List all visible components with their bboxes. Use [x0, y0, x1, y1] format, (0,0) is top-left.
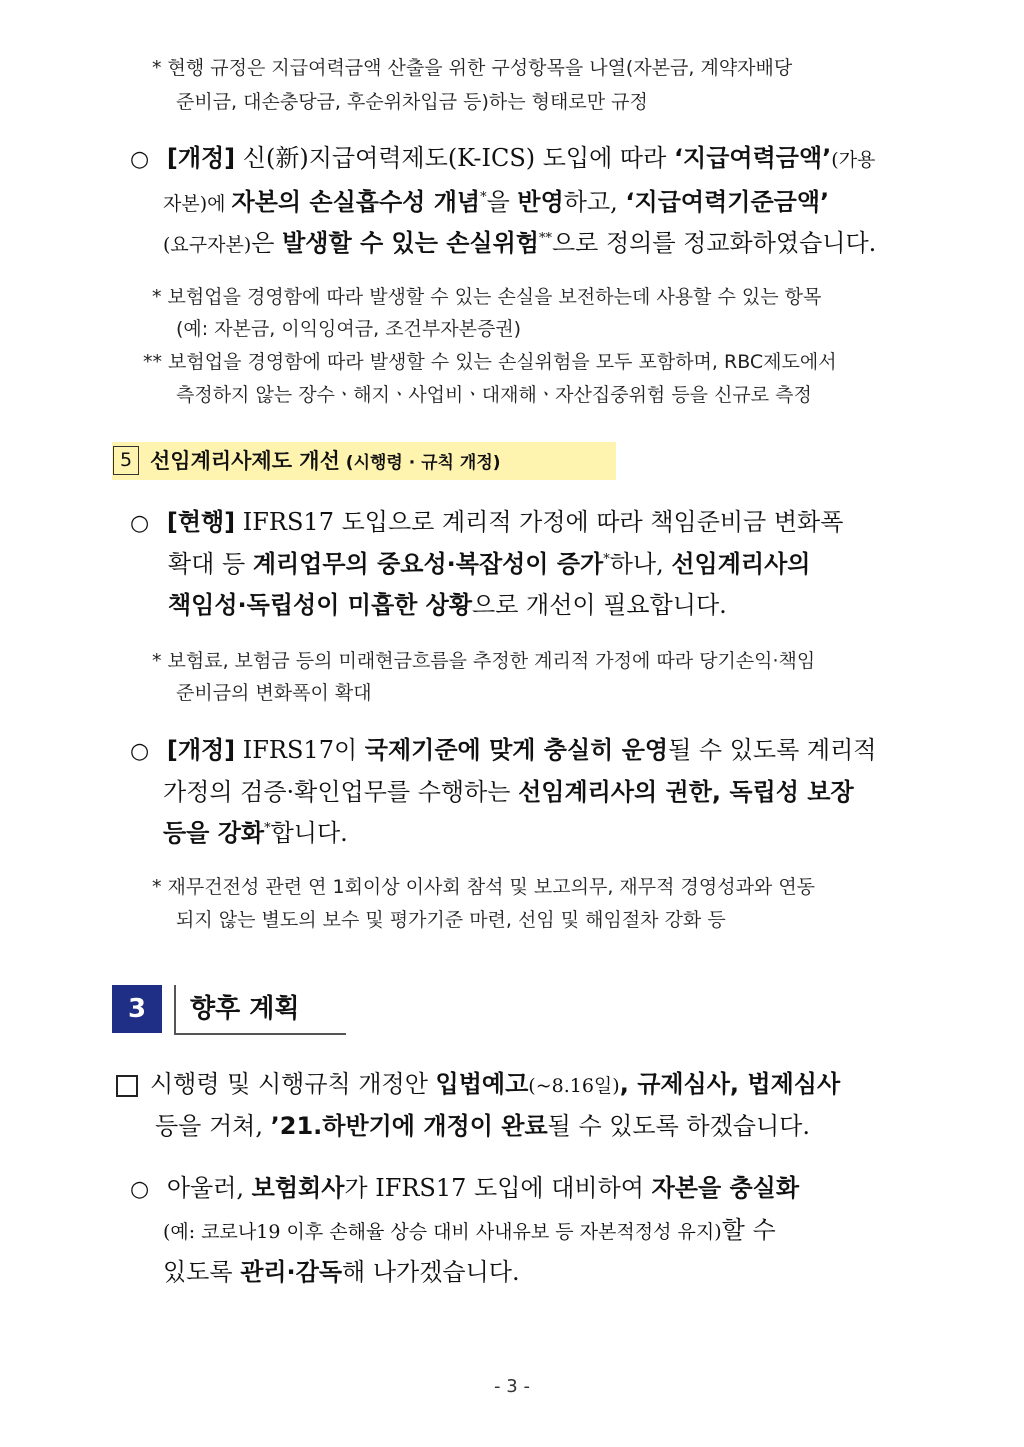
text: 등을 거쳐, — [155, 1112, 271, 1140]
section-heading — [150, 442, 501, 482]
emphasis: ‘지급여력기준금액’ — [625, 188, 830, 216]
footnote-mark: * — [480, 190, 487, 205]
footnote-mark: * — [264, 821, 271, 836]
text: 을 — [486, 188, 518, 216]
text: 시행령 및 시행규칙 개정안 — [150, 1070, 436, 1098]
emphasis: 발생할 수 있는 손실위험 — [282, 229, 539, 257]
text: 자본)에 — [163, 193, 232, 215]
text: (예: 코로나19 이후 손해율 상승 대비 사내유보 등 자본적정성 유지) — [163, 1221, 722, 1243]
section-number-badge: 3 — [112, 985, 162, 1033]
footnote-line: 측정하지 않는 장수ㆍ해지ㆍ사업비ㆍ대재해ㆍ자산집중위험 등을 신규로 측정 — [176, 384, 812, 406]
text: (K-ICS) 도입에 따라 — [447, 144, 674, 172]
emphasis: 선임계리사의 권한, 독립성 보장 — [518, 778, 854, 806]
emphasis: 자본을 충실화 — [651, 1174, 800, 1202]
emphasis: 자본의 손실흡수성 개념 — [231, 188, 481, 216]
text: 확대 등 — [168, 550, 253, 578]
paragraph-line — [163, 1209, 776, 1253]
page-number: - 3 - — [494, 1376, 530, 1397]
text: IFRS17 도입으로 계리적 가정에 따라 책임준비금 변화폭 — [235, 508, 844, 536]
footnote-line: (예: 자본금, 이익잉여금, 조건부자본증권) — [176, 318, 522, 340]
footnote-line: 되지 않는 별도의 보수 및 평가기준 마련, 선임 및 해임절차 강화 등 — [176, 909, 726, 931]
paragraph-line — [163, 771, 854, 813]
emphasis: 책임성·독립성이 미흡한 상황 — [168, 591, 473, 619]
paragraph-line — [130, 1167, 799, 1211]
text: 합니다. — [270, 819, 348, 847]
section-subtitle: (시행령 · 규칙 개정) — [339, 453, 501, 473]
emphasis: 계리업무의 중요성·복잡성이 증가 — [252, 550, 604, 578]
footnote-line: * 현행 규정은 지급여력금액 산출을 위한 구성항목을 나열(자본금, 계약자배당 — [152, 57, 793, 79]
footnote-line: * 재무건전성 관련 연 1회이상 이사회 참석 및 보고의무, 재무적 경영성과와 연동 — [152, 876, 816, 898]
footnote-mark: ** — [538, 231, 552, 246]
emphasis: 반영 — [517, 188, 564, 216]
text: 하고, — [563, 188, 626, 216]
text: 가 IFRS17 도입에 대비하여 — [344, 1174, 652, 1202]
text: 하나, — [609, 550, 672, 578]
text: 있도록 — [163, 1258, 241, 1286]
emphasis: 관리·감독 — [240, 1258, 343, 1286]
text: 아울러, — [166, 1174, 252, 1202]
section-title-box — [174, 985, 346, 1035]
emphasis: 규제심사, 법제심사 — [637, 1070, 841, 1098]
paragraph-line — [163, 812, 348, 854]
footnote-line: 준비금, 대손충당금, 후순위차입금 등)하는 형태로만 규정 — [176, 91, 648, 113]
paragraph-line — [163, 181, 829, 225]
paragraph-line — [155, 1105, 810, 1147]
text: 될 수 있도록 계리적 — [668, 736, 877, 764]
paragraph-line — [163, 1251, 520, 1293]
circle-bullet: ○ — [130, 1177, 150, 1202]
paragraph-line — [163, 222, 876, 266]
tag-label: [개정] — [166, 736, 236, 764]
emphasis: 입법예고 — [435, 1070, 529, 1098]
footnote-line: * 보험료, 보험금 등의 미래현금흐름을 추정한 계리적 가정에 따라 당기손익·책임 — [152, 650, 816, 672]
paragraph-line — [150, 1063, 840, 1107]
footnote-line: * 보험업을 경영함에 따라 발생할 수 있는 손실을 보전하는데 사용할 수 있는 항목 — [152, 286, 822, 308]
paragraph-line — [130, 729, 876, 773]
text: 해 나가겠습니다. — [342, 1258, 520, 1286]
text: 으로 개선이 필요합니다. — [472, 591, 727, 619]
text: , — [619, 1070, 638, 1098]
checkbox-square-icon — [116, 1075, 138, 1097]
paragraph-line — [130, 137, 875, 181]
footnote-mark: * — [603, 552, 610, 567]
paragraph-line — [130, 501, 843, 545]
footnote-line: ** 보험업을 경영함에 따라 발생할 수 있는 손실위험을 모두 포함하며, RBC제도에서 — [143, 351, 837, 373]
circle-bullet: ○ — [130, 739, 150, 764]
text: 은 — [251, 229, 283, 257]
emphasis: 보험회사 — [251, 1174, 345, 1202]
text: 될 수 있도록 하겠습니다. — [547, 1112, 810, 1140]
emphasis: 등을 강화 — [163, 819, 265, 847]
emphasis: 국제기준에 맞게 충실히 운영 — [364, 736, 669, 764]
circle-bullet: ○ — [130, 511, 150, 536]
text: 할 수 — [721, 1216, 776, 1244]
text: (요구자본) — [163, 234, 252, 256]
section-title: 선임계리사제도 개선 — [150, 449, 340, 473]
tag-label: [현행] — [166, 508, 236, 536]
paragraph-line — [168, 543, 810, 585]
emphasis: ‘지급여력금액’ — [673, 144, 832, 172]
text: 신(新)지급여력제도 — [235, 144, 448, 172]
footnote-line: 준비금의 변화폭이 확대 — [176, 682, 372, 704]
emphasis: ’21.하반기에 개정이 완료 — [270, 1112, 548, 1140]
text: IFRS17이 — [235, 736, 365, 764]
emphasis: 선임계리사의 — [671, 550, 811, 578]
text: (~8.16일) — [528, 1075, 620, 1097]
text: 으로 정의를 정교화하였습니다. — [551, 229, 877, 257]
text: (가용 — [831, 149, 876, 171]
section-title: 향후 계획 — [190, 994, 300, 1024]
paragraph-line — [168, 584, 727, 626]
section-number-box: 5 — [113, 446, 139, 475]
text: 가정의 검증·확인업무를 수행하는 — [163, 778, 519, 806]
circle-bullet: ○ — [130, 147, 150, 172]
tag-label: [개정] — [166, 144, 236, 172]
